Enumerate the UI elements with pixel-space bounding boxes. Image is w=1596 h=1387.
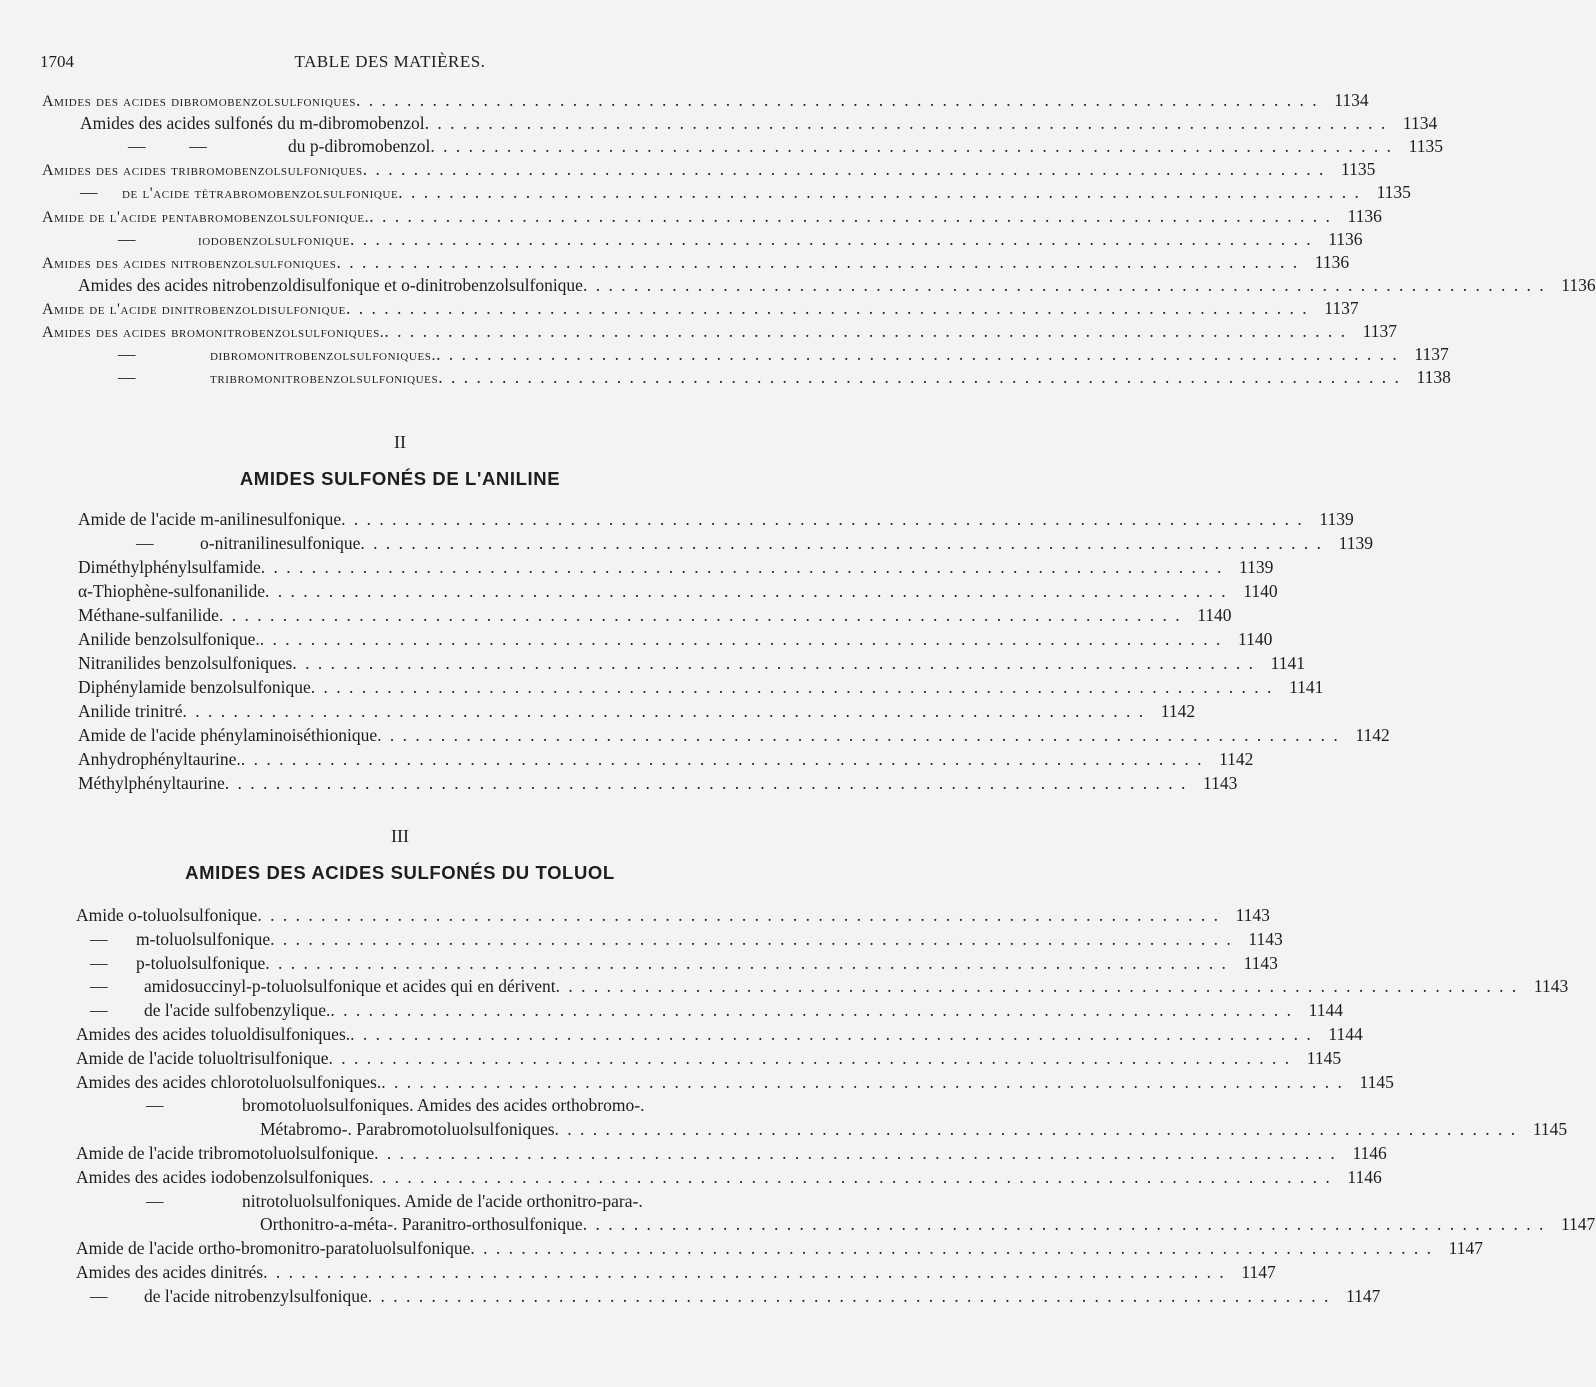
toc-entry-label: de l'acide tétrabromobenzolsulfonique: [122, 185, 399, 203]
dot-leader: [350, 227, 1313, 251]
toc-entry-label: p-toluolsulfonique: [136, 952, 266, 973]
dot-leader: [436, 342, 1399, 366]
toc-entry: [80, 111, 1438, 135]
ditto-dash: —: [146, 1190, 164, 1211]
dot-leader: [583, 273, 1546, 297]
toc-entry: [260, 1117, 1568, 1141]
toc-entry-label: Amides des acides sulfonés du m-dibromobenzol: [80, 113, 425, 134]
toc-entry-page: 1135: [1408, 136, 1444, 157]
dot-leader: [363, 157, 1326, 181]
dot-leader: [328, 1046, 1291, 1070]
toc-entry-page: 1139: [1338, 533, 1374, 553]
toc-entry-page: 1136: [1347, 205, 1382, 226]
toc-entry: [90, 927, 1283, 951]
toc-entry: [42, 319, 1398, 343]
toc-entry: [42, 88, 1369, 112]
toc-entry-page: 1146: [1352, 1143, 1387, 1163]
toc-entry-label: Amides des acides nitrobenzoldisulfonique et o-dinitrobenzolsulfonique: [78, 274, 583, 295]
toc-entry: [78, 771, 1238, 795]
toc-entry: [78, 723, 1390, 747]
toc-entry-label: m-toluolsulfonique: [136, 928, 271, 949]
dot-leader: [555, 1117, 1518, 1141]
toc-entry: [76, 1070, 1394, 1094]
dot-leader: [470, 1236, 1433, 1260]
dot-leader: [369, 204, 1332, 228]
toc-entry: [118, 227, 1363, 251]
toc-entry-label: Diphénylamide benzolsulfonique: [78, 677, 311, 697]
dot-leader: [425, 111, 1388, 135]
toc-entry: [76, 903, 1270, 927]
toc-entry-label: α-Thiophène-sulfonanilide: [78, 581, 266, 601]
toc-entry-label: Nitranilides benzolsulfoniques: [78, 653, 293, 673]
toc-entry-label: Amide de l'acide pentabromobenzolsulfonique.: [42, 208, 370, 226]
dot-leader: [430, 134, 1393, 158]
dot-leader: [219, 603, 1182, 627]
toc-entry-page: 1139: [1319, 509, 1354, 529]
dot-leader: [360, 531, 1323, 555]
dot-leader: [330, 998, 1293, 1022]
dot-leader: [398, 180, 1361, 204]
toc-entry: [76, 1022, 1363, 1046]
toc-entry-label: Amide de l'acide dinitrobenzoldisulfonique: [42, 300, 346, 318]
toc-entry: [78, 555, 1274, 579]
dot-leader: [336, 250, 1299, 274]
toc-entry: [78, 273, 1596, 297]
ditto-dash: —: [80, 182, 98, 203]
toc-entry-page: 1143: [1533, 976, 1569, 997]
toc-entry: [76, 1260, 1276, 1284]
section-2-title: AMIDES SULFONÉS DE L'ANILINE: [239, 468, 561, 489]
dot-leader: [438, 365, 1401, 389]
toc-entry: [90, 951, 1278, 975]
toc-entry: [76, 1046, 1342, 1070]
toc-entry-label: Orthonitro-a-méta-. Paranitro-orthosulfonique: [260, 1214, 583, 1235]
toc-entry-label: Amides des acides tribromobenzolsulfoniques: [42, 162, 363, 180]
dot-leader: [368, 1284, 1331, 1308]
section-3-title: AMIDES DES ACIDES SULFONÉS DU TOLUOL: [185, 862, 615, 883]
page-number: 1704: [40, 52, 74, 71]
toc-entry-label: Anilide trinitré: [78, 701, 183, 721]
dot-leader: [241, 747, 1204, 771]
toc-entry-page: 1135: [1340, 159, 1376, 180]
toc-entry: [128, 134, 1444, 158]
toc-entry-page: 1136: [1328, 228, 1363, 249]
dot-leader: [265, 951, 1228, 975]
toc-entry-page: 1142: [1219, 749, 1254, 769]
toc-entry-label: Diméthylphénylsulfamide: [78, 557, 261, 577]
toc-entry: [136, 531, 1374, 555]
toc-entry: [118, 342, 1449, 366]
toc-entry-label: tribromonitrobenzolsulfoniques: [210, 370, 439, 388]
dot-leader: [292, 651, 1255, 675]
dot-leader: [183, 699, 1146, 723]
toc-entry-label: dibromonitrobenzolsulfoniques.: [210, 347, 437, 365]
toc-entry-page: 1144: [1308, 1000, 1343, 1021]
ditto-dash: —: [90, 928, 108, 949]
ditto-dash: —: [90, 976, 108, 997]
toc-entry-label: Amides des acides iodobenzolsulfoniques: [76, 1166, 370, 1187]
dot-leader: [377, 723, 1340, 747]
toc-entry-page: 1147: [1560, 1214, 1596, 1235]
toc-entry-page: 1139: [1239, 557, 1274, 577]
dot-leader: [350, 1022, 1313, 1046]
toc-entry: [78, 747, 1254, 771]
dot-leader: [384, 319, 1347, 343]
toc-entry: [76, 1141, 1387, 1165]
toc-entry-label: iodobenzolsulfonique: [198, 231, 350, 249]
ditto-dash: —: [146, 1095, 164, 1116]
dot-leader: [346, 296, 1309, 320]
toc-entry: [78, 699, 1196, 723]
toc-entry-page: 1141: [1289, 677, 1324, 697]
toc-entry-page: 1136: [1314, 251, 1350, 272]
toc-entry-page: 1145: [1306, 1047, 1342, 1068]
toc-entry-page: 1141: [1270, 653, 1305, 673]
toc-entry-page: 1135: [1376, 182, 1411, 203]
ditto-dash: —: [90, 1000, 108, 1021]
toc-entry-label: Amides des acides toluoldisulfoniques.: [76, 1024, 351, 1044]
dot-leader: [341, 507, 1304, 531]
toc-entry-label: Méthylphényltaurine: [78, 773, 225, 793]
ditto-dash: — —: [128, 136, 207, 157]
toc-entry-label: Amide de l'acide toluoltrisulfonique: [76, 1047, 329, 1068]
toc-entry: [90, 974, 1569, 998]
toc-entry-label: amidosuccinyl-p-toluolsulfonique et acides qui en dérivent: [144, 976, 556, 997]
toc-entry-label: de l'acide nitrobenzylsulfonique: [144, 1285, 368, 1306]
toc-entry: [78, 579, 1278, 603]
toc-entry-page: 1138: [1416, 367, 1451, 388]
toc-entry-label: Amides des acides bromonitrobenzolsulfoniques.: [42, 324, 385, 341]
toc-entry-label: Méthane-sulfanilide: [78, 605, 219, 625]
toc-entry-page: 1140: [1197, 605, 1232, 625]
toc-entry-page: 1143: [1235, 905, 1270, 925]
toc-entry-page: 1142: [1355, 725, 1390, 745]
toc-entry: [80, 180, 1411, 204]
toc-entry-label: bromotoluolsulfoniques. Amides des acides orthobromo-.: [242, 1095, 645, 1116]
toc-entry-page: 1146: [1347, 1166, 1382, 1187]
dot-leader: [381, 1070, 1344, 1094]
dot-leader: [265, 579, 1228, 603]
toc-entry-label: Amides des acides dinitrés: [76, 1262, 264, 1282]
ditto-dash: —: [136, 533, 154, 553]
toc-entry-label: Anhydrophényltaurine.: [78, 749, 241, 769]
toc-entry-page: 1137: [1324, 297, 1359, 318]
toc-entry-page: 1147: [1448, 1238, 1483, 1259]
toc-entry: [118, 365, 1451, 389]
ditto-dash: —: [90, 952, 108, 973]
dot-leader: [263, 1260, 1226, 1284]
toc-entry-page: 1145: [1359, 1071, 1394, 1092]
dot-leader: [356, 88, 1319, 112]
dot-leader: [374, 1141, 1337, 1165]
toc-entry: [42, 296, 1359, 320]
toc-entry: [78, 507, 1354, 531]
toc-entry: [78, 627, 1273, 651]
section-2-numeral: II: [394, 432, 406, 452]
toc-entry-label: Amide o-toluolsulfonique: [76, 905, 258, 925]
toc-entry-page: 1145: [1532, 1119, 1568, 1140]
dot-leader: [270, 927, 1233, 951]
toc-entry: [146, 1189, 778, 1213]
toc-entry-page: 1140: [1243, 581, 1278, 601]
toc-entry-label: nitrotoluolsulfoniques. Amide de l'acide orthonitro-para-.: [242, 1190, 643, 1211]
toc-entry-page: 1147: [1346, 1285, 1381, 1306]
toc-entry-page: 1137: [1414, 344, 1449, 365]
toc-entry: [76, 1236, 1483, 1260]
ditto-dash: —: [118, 344, 136, 365]
toc-entry-label: du p-dibromobenzol: [288, 136, 431, 157]
toc-entry: [42, 204, 1382, 228]
toc-entry: [90, 1284, 1381, 1308]
ditto-dash: —: [90, 1285, 108, 1306]
ditto-dash: —: [118, 228, 136, 249]
toc-entry: [78, 675, 1324, 699]
toc-entry-page: 1143: [1203, 773, 1238, 793]
toc-entry-page: 1144: [1328, 1024, 1363, 1044]
toc-entry-label: Amide de l'acide ortho-bromonitro-paratoluolsulfonique: [76, 1238, 471, 1259]
toc-entry-page: 1143: [1243, 952, 1278, 973]
toc-entry-page: 1142: [1160, 701, 1196, 721]
toc-entry: [42, 157, 1376, 181]
ditto-dash: —: [118, 367, 136, 388]
toc-entry-label: Anilide benzolsulfonique.: [78, 629, 260, 649]
toc-entry: [260, 1212, 1596, 1236]
dot-leader: [225, 771, 1188, 795]
toc-entry-page: 1140: [1238, 629, 1273, 649]
dot-leader: [369, 1165, 1332, 1189]
toc-entry: [146, 1093, 778, 1117]
running-head: [40, 52, 770, 78]
dot-leader: [311, 675, 1274, 699]
toc-entry-label: Amide de l'acide m-anilinesulfonique: [78, 509, 342, 529]
toc-entry-label: Amides des acides nitrobenzolsulfoniques: [42, 254, 337, 272]
toc-entry: [42, 250, 1350, 274]
toc-entry-label: Amide de l'acide phénylaminoiséthionique: [78, 725, 378, 745]
dot-leader: [556, 974, 1519, 998]
toc-entry-label: de l'acide sulfobenzylique.: [144, 1000, 331, 1021]
toc-entry-label: Amide de l'acide tribromotoluolsulfonique: [76, 1143, 375, 1163]
toc-entry: [76, 1165, 1382, 1189]
dot-leader: [583, 1212, 1546, 1236]
dot-leader: [260, 627, 1223, 651]
toc-entry-page: 1134: [1334, 90, 1369, 110]
toc-entry-page: 1136: [1561, 274, 1596, 295]
toc-entry-label: o-nitranilinesulfonique: [200, 533, 361, 553]
running-title: TABLE DES MATIÈRES.: [294, 52, 486, 71]
toc-entry-page: 1134: [1402, 113, 1438, 134]
section-3-numeral: III: [391, 826, 409, 846]
dot-leader: [261, 555, 1224, 579]
toc-entry-label: Métabromo-. Parabromotoluolsulfoniques: [260, 1119, 555, 1140]
toc-entry: [78, 651, 1305, 675]
toc-entry: [78, 603, 1232, 627]
toc-entry-label: Amides des acides chlorotoluolsulfoniques.: [76, 1071, 382, 1092]
toc-entry: [90, 998, 1343, 1022]
dot-leader: [257, 903, 1220, 927]
toc-entry-page: 1147: [1241, 1262, 1276, 1282]
toc-entry-page: 1143: [1248, 928, 1283, 949]
toc-entry-page: 1137: [1362, 321, 1398, 341]
toc-entry-label: Amides des acides dibromobenzolsulfoniques: [42, 93, 356, 110]
